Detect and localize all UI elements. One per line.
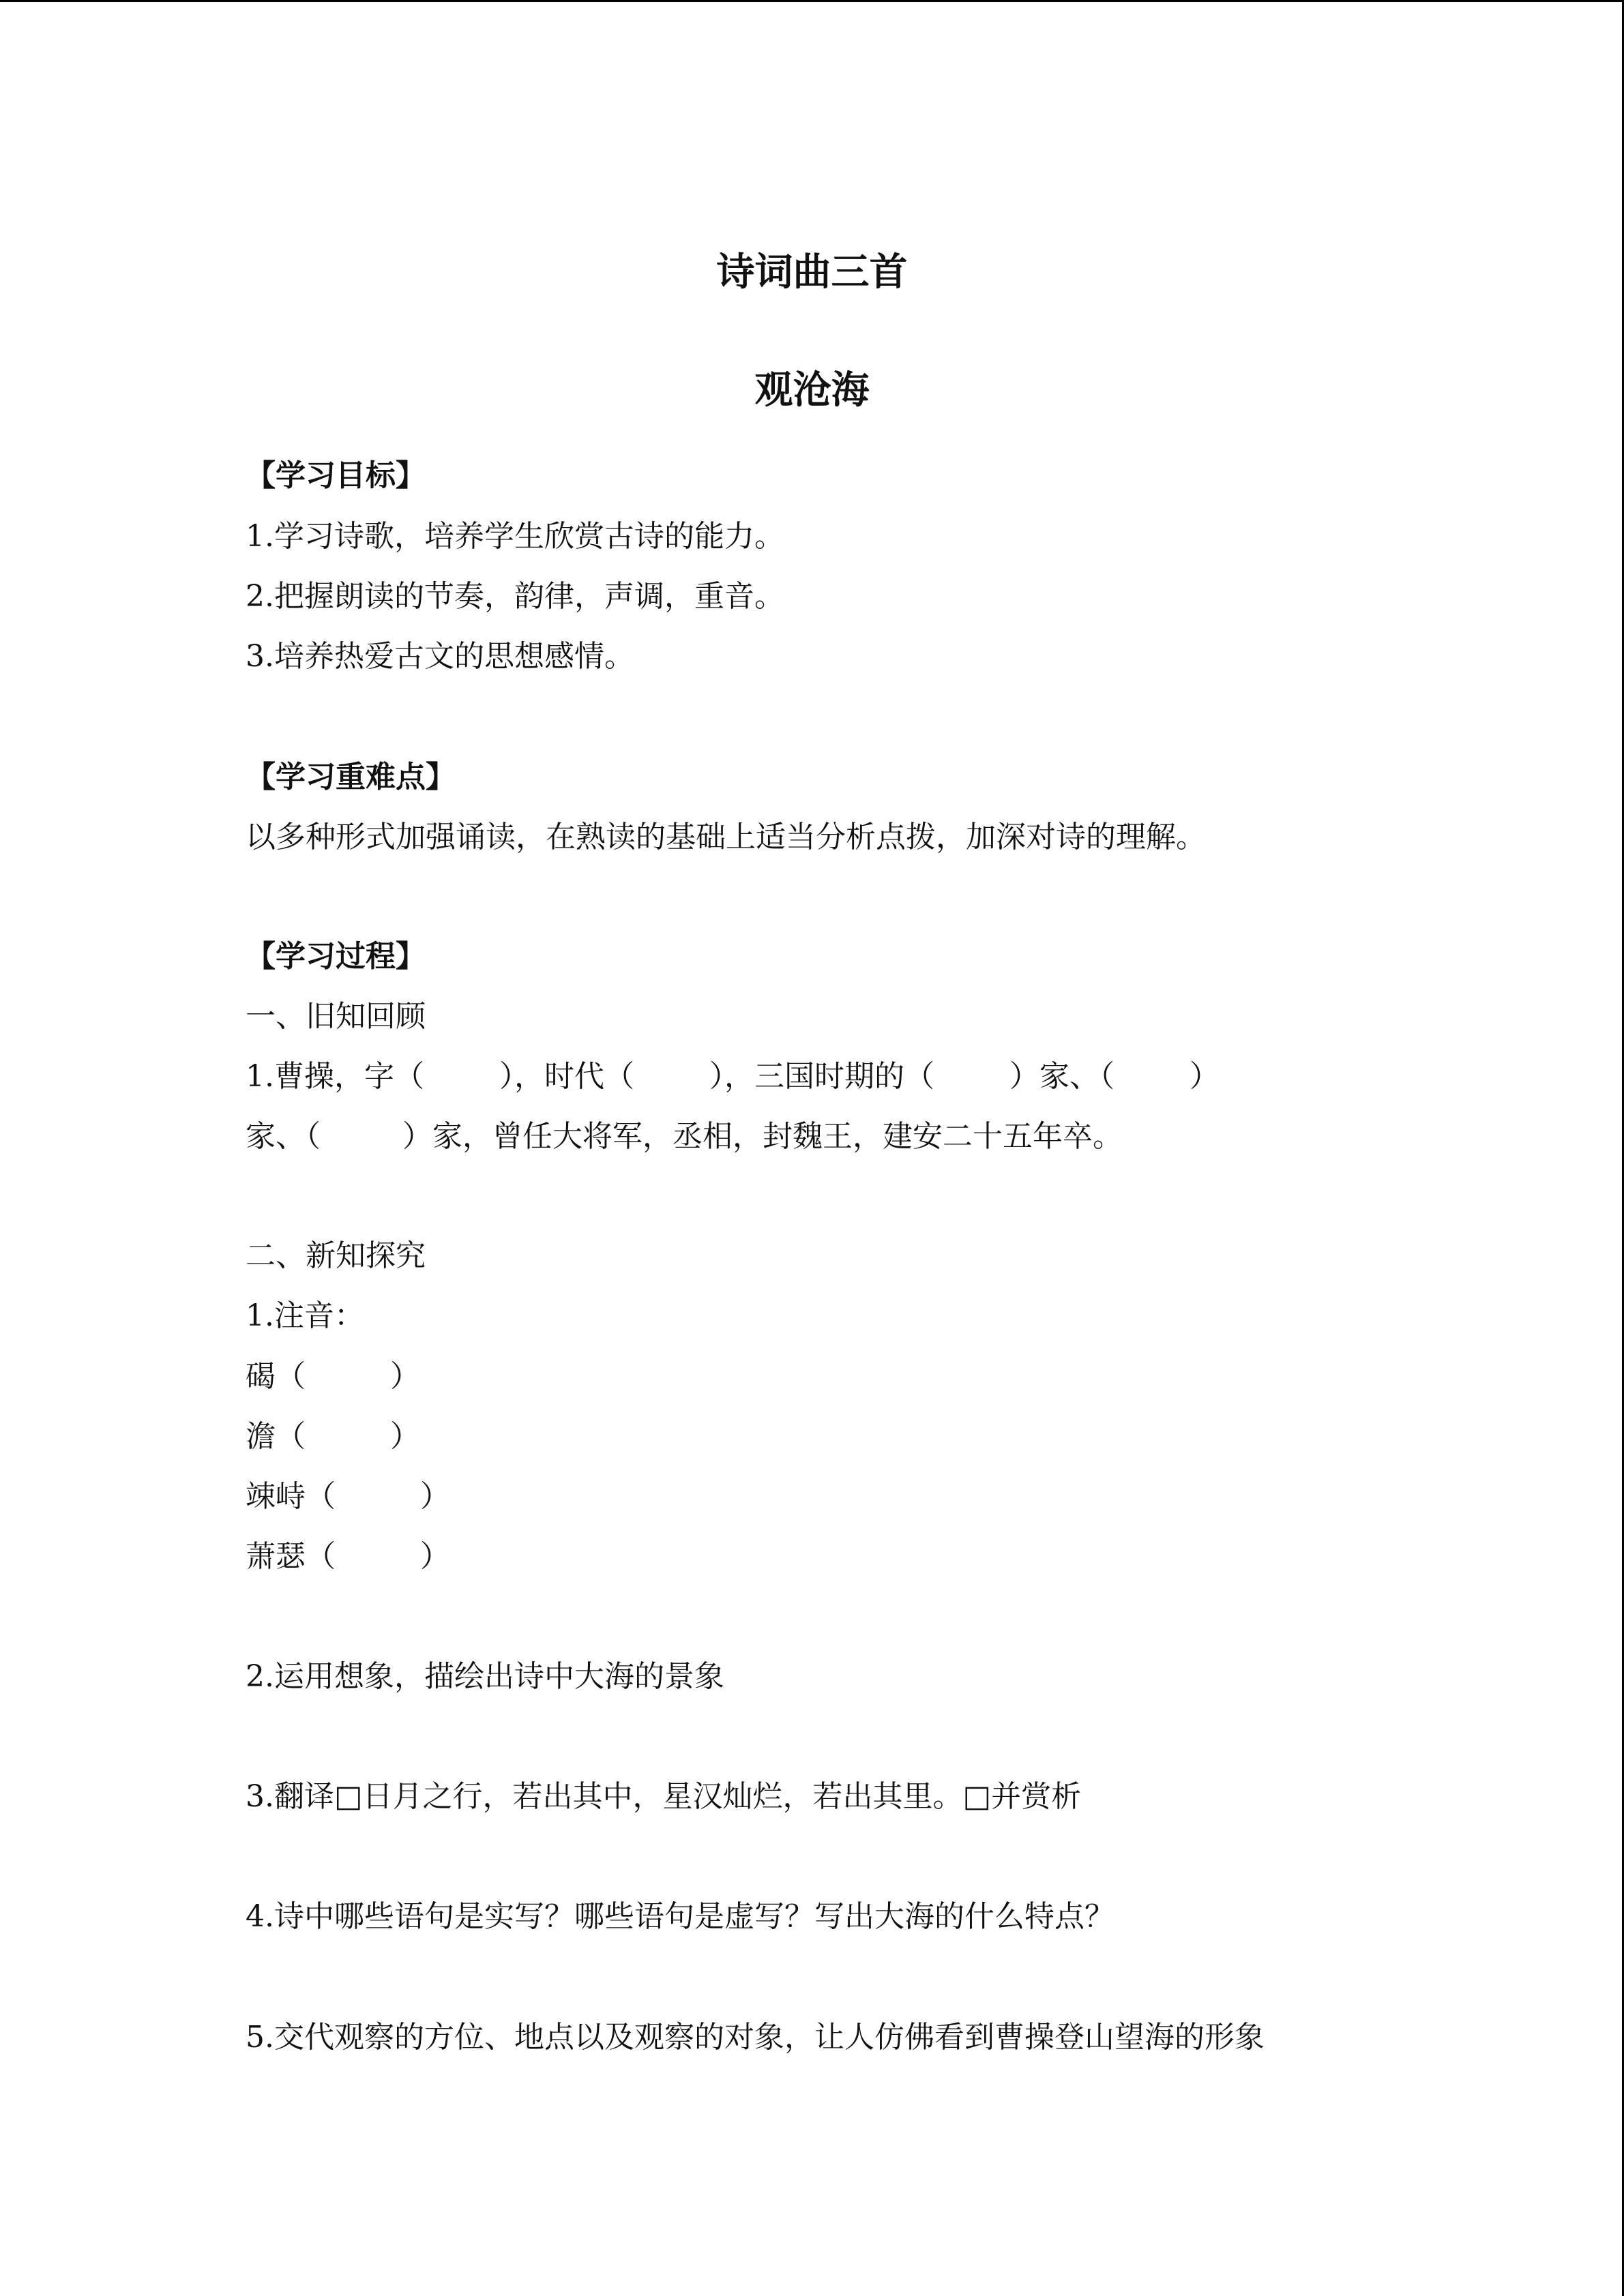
question-text: ）: [1189, 1059, 1220, 1094]
question-text: 1.曹操，字（: [246, 1059, 424, 1094]
pinyin-item: [246, 1356, 420, 1397]
key-points-text: 以多种形式加强诵读，在熟读的基础上适当分析点拨，加深对诗的理解。: [246, 820, 1206, 854]
review-question-line-1: [246, 1056, 1220, 1097]
review-question-line-2: [246, 1116, 1123, 1157]
pinyin-word: 碣（: [246, 1359, 306, 1394]
review-heading: 一、旧知回顾: [246, 999, 426, 1034]
bracket-close: ）: [390, 1419, 420, 1454]
poem-title: 观沧海: [754, 368, 870, 413]
bracket-close: ）: [420, 1539, 450, 1574]
process-heading: 【学习过程】: [246, 939, 426, 974]
key-points-heading: 【学习重难点】: [246, 760, 456, 794]
bracket-close: ）: [390, 1359, 420, 1394]
objective-item: 2.把握朗读的节奏，韵律，声调，重音。: [246, 579, 784, 614]
objective-item: 3.培养热爱古文的思想感情。: [246, 639, 634, 674]
question-text: ）家、（: [1009, 1059, 1114, 1094]
bracket-close: ）: [420, 1479, 450, 1514]
question-text: ）家，曾任大将军，丞相，封魏王，建安二十五年卒。: [402, 1119, 1123, 1154]
pinyin-word: 萧瑟（: [246, 1539, 336, 1574]
question-text: 家、（: [246, 1119, 321, 1154]
question-4: 4.诗中哪些语句是实写？哪些语句是虚写？写出大海的什么特点？: [246, 1899, 1114, 1934]
pinyin-item: [246, 1416, 420, 1457]
pinyin-word: 竦峙（: [246, 1479, 336, 1514]
pinyin-heading: 1.注音：: [246, 1298, 364, 1333]
objectives-heading: 【学习目标】: [246, 458, 426, 493]
explore-heading: 二、新知探究: [246, 1238, 426, 1273]
question-2: 2.运用想象，描绘出诗中大海的景象: [246, 1659, 724, 1694]
question-3: 3.翻译□日月之行，若出其中，星汉灿烂，若出其里。□并赏析: [246, 1779, 1082, 1814]
question-text: ），三国时期的（: [709, 1059, 934, 1094]
pinyin-word: 澹（: [246, 1419, 306, 1454]
question-5: 5.交代观察的方位、地点以及观察的对象，让人仿佛看到曹操登山望海的形象: [246, 2020, 1265, 2055]
pinyin-item: [246, 1536, 450, 1577]
page-title: 诗词曲三首: [716, 250, 908, 295]
page-border-top: [0, 0, 1624, 2]
pinyin-item: [246, 1476, 450, 1517]
question-text: ），时代（: [499, 1059, 634, 1094]
objective-item: 1.学习诗歌，培养学生欣赏古诗的能力。: [246, 519, 784, 554]
